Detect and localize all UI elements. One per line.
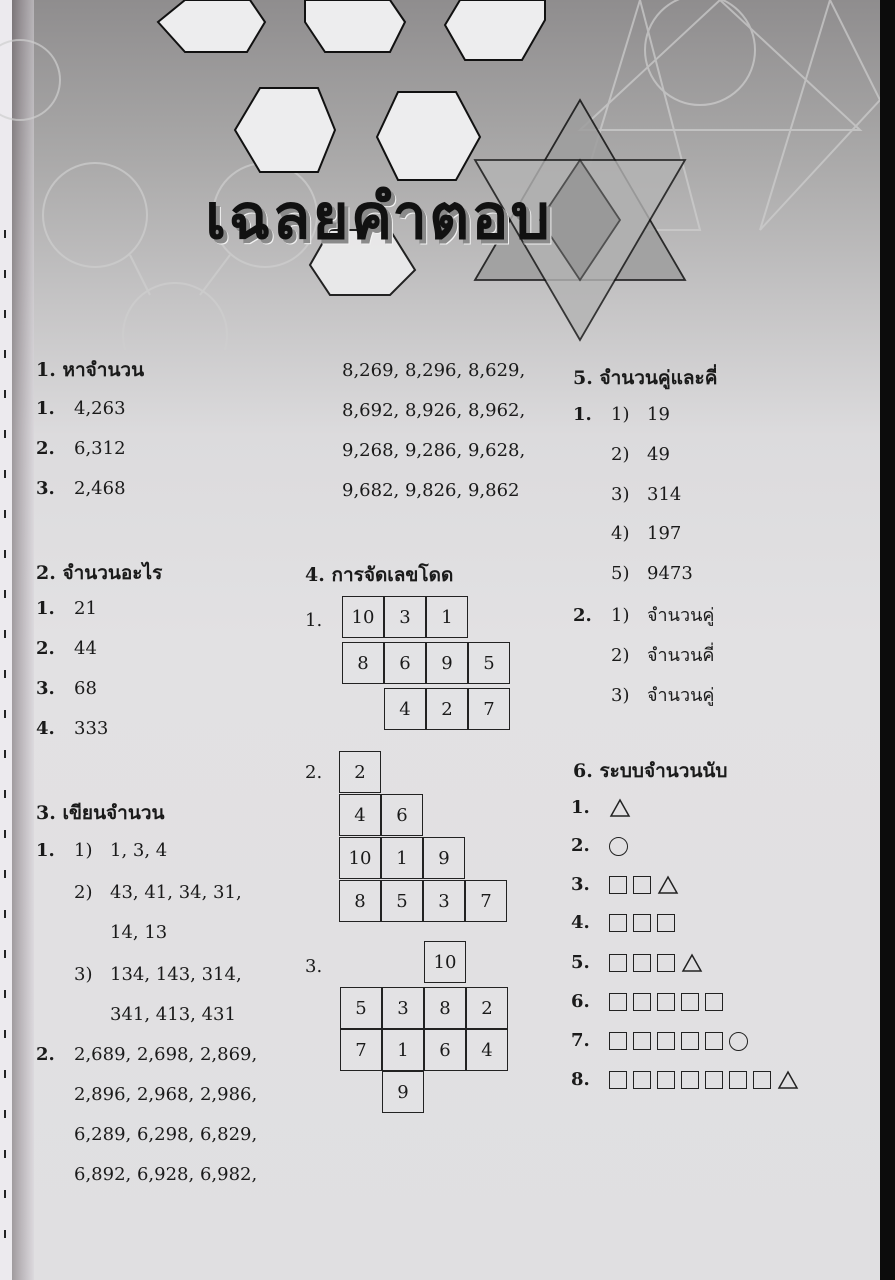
triangle-icon — [609, 798, 631, 818]
grid-cell: 7 — [468, 688, 510, 730]
answer-row-continued: 2,896, 2,968, 2,986, — [74, 1084, 258, 1105]
answer-row: 4) 197 — [611, 523, 682, 544]
scan-border — [880, 0, 895, 1280]
answer-row: 8. — [571, 1069, 799, 1090]
square-icon — [657, 1032, 675, 1050]
square-icon — [681, 993, 699, 1011]
grid-cell: 3 — [382, 987, 424, 1029]
circle-icon — [729, 1032, 748, 1051]
grid-cell: 1 — [382, 1029, 424, 1071]
square-icon — [681, 1071, 699, 1089]
answer-row: 3) 134, 143, 314, — [74, 964, 242, 985]
section-heading-4: 4. การจัดเลขโดด — [305, 564, 454, 586]
grid-cell: 6 — [424, 1029, 466, 1071]
puzzle-number: 3. — [305, 956, 323, 977]
grid-cell: 4 — [466, 1029, 508, 1071]
answer-row: 2. 6,312 — [36, 438, 126, 459]
answer-row-continued: 8,692, 8,926, 8,962, — [342, 400, 526, 421]
square-icon — [633, 914, 651, 932]
grid-cell: 1 — [381, 837, 423, 879]
triangle-icon — [777, 1070, 799, 1090]
grid-cell: 5 — [468, 642, 510, 684]
grid-cell: 6 — [384, 642, 426, 684]
square-icon — [705, 993, 723, 1011]
answer-row: 2. — [571, 835, 628, 856]
answer-row: 2. 44 — [36, 638, 97, 659]
binding-marks — [4, 230, 8, 1280]
triangle-icon — [657, 875, 679, 895]
square-icon — [609, 1071, 627, 1089]
square-icon — [633, 876, 651, 894]
answer-row-continued: 8,269, 8,296, 8,629, — [342, 360, 526, 381]
grid-cell: 7 — [340, 1029, 382, 1071]
grid-cell: 4 — [339, 794, 381, 836]
grid-cell: 7 — [465, 880, 507, 922]
answer-row: 4. — [571, 912, 675, 933]
square-icon — [657, 954, 675, 972]
square-icon — [633, 993, 651, 1011]
answer-row: 6. — [571, 991, 723, 1012]
answer-row: 1. 1) 19 — [573, 404, 670, 425]
answer-row: 3. 2,468 — [36, 478, 126, 499]
grid-cell: 2 — [426, 688, 468, 730]
grid-cell: 9 — [423, 837, 465, 879]
answer-row: 1. 21 — [36, 598, 97, 619]
square-icon — [753, 1071, 771, 1089]
grid-cell: 3 — [423, 880, 465, 922]
square-icon — [633, 1071, 651, 1089]
page-title: เฉลยคำตอบ — [205, 180, 552, 253]
grid-cell: 8 — [342, 642, 384, 684]
answer-row-continued: 6,892, 6,928, 6,982, — [74, 1164, 258, 1185]
grid-cell: 2 — [466, 987, 508, 1029]
answer-row-continued: 14, 13 — [110, 922, 168, 943]
section-heading-5: 5. จำนวนคู่และคี่ — [573, 367, 718, 389]
grid-cell: 8 — [424, 987, 466, 1029]
square-icon — [705, 1071, 723, 1089]
square-icon — [609, 954, 627, 972]
answer-row: 2. 2,689, 2,698, 2,869, — [36, 1044, 258, 1065]
answer-row-continued: 341, 413, 431 — [110, 1004, 236, 1025]
section-heading-6: 6. ระบบจำนวนนับ — [573, 760, 728, 782]
answer-row: 4. 333 — [36, 718, 109, 739]
triangle-icon — [681, 953, 703, 973]
answer-row: 7. — [571, 1030, 748, 1051]
puzzle-number: 2. — [305, 762, 323, 783]
answer-row: 3. 68 — [36, 678, 97, 699]
grid-cell: 10 — [424, 941, 466, 983]
grid-cell: 9 — [382, 1071, 424, 1113]
section-heading-3: 3. เขียนจำนวน — [36, 802, 165, 824]
answer-row: 1. 4,263 — [36, 398, 126, 419]
square-icon — [633, 954, 651, 972]
grid-cell: 2 — [339, 751, 381, 793]
square-icon — [657, 914, 675, 932]
square-icon — [705, 1032, 723, 1050]
answer-row: 5. — [571, 952, 703, 973]
circle-icon — [609, 837, 628, 856]
grid-cell: 10 — [342, 596, 384, 638]
square-icon — [609, 1032, 627, 1050]
answer-row: 5) 9473 — [611, 563, 693, 584]
grid-cell: 10 — [339, 837, 381, 879]
answer-row: 2. 1) จำนวนคู่ — [573, 605, 715, 626]
answer-row-continued: 9,682, 9,826, 9,862 — [342, 480, 520, 501]
square-icon — [609, 914, 627, 932]
grid-cell: 8 — [339, 880, 381, 922]
grid-cell: 3 — [384, 596, 426, 638]
puzzle-number: 1. — [305, 610, 323, 631]
square-icon — [729, 1071, 747, 1089]
grid-cell: 5 — [381, 880, 423, 922]
answer-row: 2) จำนวนคี่ — [611, 645, 715, 666]
grid-cell: 6 — [381, 794, 423, 836]
square-icon — [681, 1032, 699, 1050]
answer-row: 2) 43, 41, 34, 31, — [74, 882, 242, 903]
square-icon — [633, 1032, 651, 1050]
square-icon — [657, 1071, 675, 1089]
section-heading-1: 1. หาจำนวน — [36, 359, 145, 381]
grid-cell: 1 — [426, 596, 468, 638]
square-icon — [609, 876, 627, 894]
grid-cell: 4 — [384, 688, 426, 730]
square-icon — [609, 993, 627, 1011]
grid-cell: 5 — [340, 987, 382, 1029]
answer-row: 2) 49 — [611, 444, 670, 465]
answer-row: 3) 314 — [611, 484, 682, 505]
answer-row: 1. — [571, 797, 631, 818]
answer-row: 3. — [571, 874, 679, 895]
answer-row: 1. 1) 1, 3, 4 — [36, 840, 168, 861]
grid-cell: 9 — [426, 642, 468, 684]
answer-row: 3) จำนวนคู่ — [611, 685, 715, 706]
answer-row-continued: 9,268, 9,286, 9,628, — [342, 440, 526, 461]
section-heading-2: 2. จำนวนอะไร — [36, 562, 163, 584]
square-icon — [657, 993, 675, 1011]
answer-row-continued: 6,289, 6,298, 6,829, — [74, 1124, 258, 1145]
